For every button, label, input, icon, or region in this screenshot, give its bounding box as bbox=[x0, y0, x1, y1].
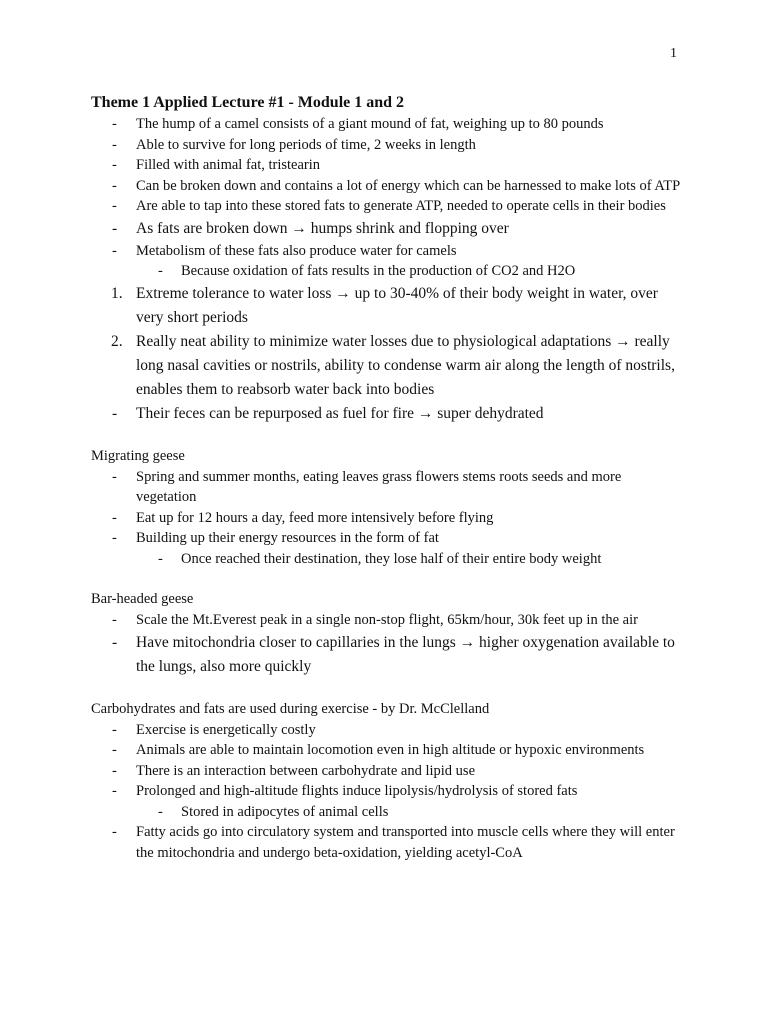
bullet-marker: - bbox=[112, 530, 117, 546]
list-item bbox=[91, 176, 681, 197]
section-heading-bar-headed-geese: Bar-headed geese bbox=[91, 591, 194, 607]
list-item bbox=[91, 196, 681, 217]
bullet-marker: - bbox=[112, 242, 117, 259]
list-item bbox=[91, 155, 681, 176]
camel-list-end bbox=[91, 402, 681, 426]
bullet-marker: - bbox=[112, 116, 117, 132]
list-item-text: Building up their energy resources in the form of fat bbox=[136, 530, 439, 546]
list-item-text: Exercise is energetically costly bbox=[136, 721, 316, 738]
list-item-text: Filled with animal fat, tristearin bbox=[136, 157, 321, 173]
list-item-text: Their feces can be repurposed as fuel for fire → super dehydrated bbox=[136, 404, 544, 422]
bullet-marker: - bbox=[112, 198, 117, 214]
list-item-text: There is an interaction between carbohydrate and lipid use bbox=[136, 762, 476, 779]
page-number: 1 bbox=[670, 46, 677, 61]
exercise-list bbox=[91, 720, 681, 864]
list-item bbox=[91, 631, 681, 679]
migrating-geese-list bbox=[91, 467, 681, 570]
document-body bbox=[91, 92, 681, 863]
bullet-marker: - bbox=[112, 824, 117, 840]
camel-numbered-list bbox=[91, 282, 681, 402]
list-item-text: Stored in adipocytes of animal cells bbox=[181, 803, 389, 820]
number-marker: 2. bbox=[111, 332, 123, 350]
bullet-marker: - bbox=[112, 721, 117, 738]
list-item-text: Really neat ability to minimize water losses due to physiological adaptations → really long nasal cavities or nostrils, ability to condense warm air along the length of nostrils, enables them to reabsorb water back into bodies bbox=[136, 332, 675, 398]
sub-list-item bbox=[91, 549, 681, 570]
bullet-marker: - bbox=[112, 219, 118, 237]
bullet-marker: - bbox=[158, 550, 163, 567]
list-item-text: Have mitochondria closer to capillaries in the lungs → higher oxygenation available to the lungs, also more quickly bbox=[136, 633, 675, 675]
list-item bbox=[91, 781, 681, 802]
bullet-marker: - bbox=[112, 157, 117, 173]
section-heading-exercise: Carbohydrates and fats are used during exercise - by Dr. McClelland bbox=[91, 700, 490, 717]
list-item-text: Animals are able to maintain locomotion even in high altitude or hypoxic environments bbox=[136, 742, 645, 758]
bullet-marker: - bbox=[158, 263, 163, 279]
sub-list-item bbox=[91, 802, 681, 823]
list-item bbox=[91, 528, 681, 549]
list-item bbox=[91, 114, 681, 135]
list-item bbox=[91, 822, 681, 863]
list-item-text: Because oxidation of fats results in the production of CO2 and H2O bbox=[181, 263, 576, 279]
list-item-text: As fats are broken down → humps shrink and flopping over bbox=[136, 219, 509, 237]
camel-list bbox=[91, 114, 681, 282]
numbered-item bbox=[91, 330, 681, 402]
sub-list-item bbox=[91, 261, 681, 282]
list-item-text: Eat up for 12 hours a day, feed more intensively before flying bbox=[136, 509, 494, 526]
list-item bbox=[91, 135, 681, 156]
section-heading-migrating-geese: Migrating geese bbox=[91, 447, 185, 464]
number-marker: 1. bbox=[111, 284, 123, 302]
list-item bbox=[91, 217, 681, 241]
bullet-marker: - bbox=[112, 762, 117, 779]
list-item-text: Prolonged and high-altitude flights induce lipolysis/hydrolysis of stored fats bbox=[136, 783, 578, 799]
bullet-marker: - bbox=[112, 783, 117, 799]
list-item bbox=[91, 508, 681, 529]
list-item bbox=[91, 610, 681, 631]
list-item-text: Are able to tap into these stored fats to generate ATP, needed to operate cells in their bodies bbox=[136, 198, 666, 214]
list-item bbox=[91, 740, 681, 761]
list-item-text: Fatty acids go into circulatory system and transported into muscle cells where they will enter the mitochondria and undergo beta-oxidation, yielding acetyl-CoA bbox=[136, 824, 675, 861]
document-title: Theme 1 Applied Lecture #1 - Module 1 and 2 bbox=[91, 94, 405, 111]
bullet-marker: - bbox=[112, 136, 117, 153]
bar-headed-geese-list bbox=[91, 610, 681, 679]
bullet-marker: - bbox=[112, 742, 117, 758]
list-item-text: Spring and summer months, eating leaves grass flowers stems roots seeds and more vegetation bbox=[136, 468, 622, 505]
bullet-marker: - bbox=[158, 803, 163, 820]
list-item-text: Able to survive for long periods of time, 2 weeks in length bbox=[136, 136, 476, 153]
bullet-marker: - bbox=[112, 633, 118, 651]
list-item bbox=[91, 720, 681, 741]
list-item bbox=[91, 402, 681, 426]
list-item-text: Metabolism of these fats also produce water for camels bbox=[136, 242, 457, 259]
list-item bbox=[91, 761, 681, 782]
numbered-item bbox=[91, 282, 681, 330]
bullet-marker: - bbox=[112, 468, 117, 485]
list-item-text: Once reached their destination, they lose half of their entire body weight bbox=[181, 550, 602, 567]
list-item-text: Extreme tolerance to water loss → up to 30-40% of their body weight in water, over very short periods bbox=[136, 284, 658, 326]
list-item-text: Can be broken down and contains a lot of energy which can be harnessed to make lots of ATP bbox=[136, 177, 681, 194]
bullet-marker: - bbox=[112, 612, 117, 628]
list-item bbox=[91, 467, 681, 508]
list-item bbox=[91, 241, 681, 262]
list-item-text: The hump of a camel consists of a giant mound of fat, weighing up to 80 pounds bbox=[136, 116, 604, 132]
bullet-marker: - bbox=[112, 404, 118, 422]
list-item-text: Scale the Mt.Everest peak in a single non-stop flight, 65km/hour, 30k feet up in the air bbox=[136, 612, 638, 628]
bullet-marker: - bbox=[112, 509, 117, 526]
bullet-marker: - bbox=[112, 177, 117, 194]
